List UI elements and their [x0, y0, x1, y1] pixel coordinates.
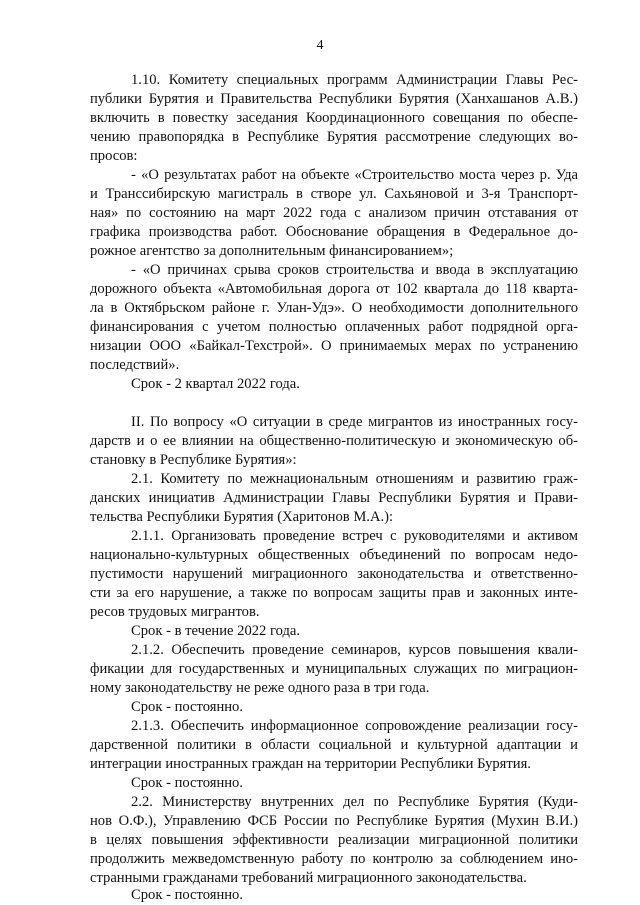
text-line: в целях повышения эффективности реализации миграционной политики — [90, 832, 578, 848]
text-line: 1.10. Комитету специальных программ Администрации Главы Рес- — [131, 72, 578, 88]
text-line: II. По вопросу «О ситуации в среде мигрантов из иностранных госу- — [131, 414, 578, 430]
text-line: просов: — [90, 148, 138, 164]
text-line: последствий». — [90, 357, 180, 373]
text-line: ла в Октябрьском районе г. Улан-Удэ». О необходимости дополнительного — [90, 300, 578, 316]
text-line: ресов трудовых мигрантов. — [90, 604, 260, 620]
text-line: Срок - постоянно. — [131, 887, 244, 903]
text-line: дорожного объекта «Автомобильная дорога от 102 квартала до 118 кварта- — [90, 281, 578, 297]
text-line: Срок - 2 квартал 2022 года. — [131, 376, 300, 392]
text-line: рожное агентство за дополнительным финансированием»; — [90, 243, 454, 259]
text-line: 2.1.3. Обеспечить информационное сопровождение реализации госу- — [131, 718, 578, 734]
text-line: дарственной политики в области социальной и культурной адаптации и — [90, 737, 578, 753]
text-line: и Транссибирскую магистраль в створе ул. Сахьяновой и 3-я Транспорт- — [90, 186, 578, 202]
text-line: финансирования с учетом полностью оплаченных работ подрядной орга- — [90, 319, 578, 335]
text-line: сти за его нарушение, а также по вопросам защиты прав и законных инте- — [90, 585, 578, 601]
text-line: включить в повестку заседания Координационного совещания по обеспе- — [90, 110, 578, 126]
text-line: - «О причинах срыва сроков строительства и ввода в эксплуатацию — [131, 262, 578, 278]
text-line: становку в Республике Бурятия»: — [90, 452, 297, 468]
text-line: нов О.Ф.), Управлению ФСБ России по Республике Бурятия (Мухин В.И.) — [90, 813, 578, 829]
text-line: публики Бурятия и Правительства Республики Бурятия (Ханхашанов А.В.) — [90, 91, 578, 107]
page-number: 4 — [316, 38, 324, 53]
text-line: чению правопорядка в Республике Бурятия рассмотрение следующих во- — [90, 129, 578, 145]
text-line: ному законодательству не реже одного раза в три года. — [90, 680, 430, 696]
text-line: странными гражданами требований миграционного законодательства. — [90, 870, 527, 886]
text-line: тельства Республики Бурятия (Харитонов М.А.): — [90, 509, 394, 525]
text-line: дарств и о ее влиянии на общественно-политическую и экономическую об- — [90, 433, 578, 449]
text-line: Срок - постоянно. — [131, 775, 244, 791]
text-line: данских инициатив Администрации Главы Республики Бурятия и Прави- — [90, 490, 578, 506]
text-line: 2.2. Министерству внутренних дел по Республике Бурятия (Куди- — [131, 794, 578, 810]
text-line: 2.1.1. Организовать проведение встреч с руководителями и активом — [131, 528, 578, 544]
text-line: пустимости нарушений миграционного законодательства и ответственно- — [90, 566, 578, 582]
text-line: низации ООО «Байкал-Техстрой». О принимаемых мерах по устранению — [90, 338, 578, 354]
text-line: интеграции иностранных граждан на территории Республики Бурятия. — [90, 756, 531, 772]
text-line: Срок - постоянно. — [131, 699, 244, 715]
text-line: Срок - в течение 2022 года. — [131, 623, 301, 639]
text-line: фикации для государственных и муниципальных служащих по миграцион- — [90, 661, 578, 677]
text-line: национально-культурных общественных объединений по вопросам недо- — [90, 547, 578, 563]
text-line: - «О результатах работ на объекте «Строительство моста через р. Уда — [131, 167, 578, 183]
text-line: ная» по состоянию на март 2022 года с анализом причин отставания от — [90, 205, 578, 221]
text-line: 2.1. Комитету по межнациональным отношениям и развитию граж- — [131, 471, 578, 487]
text-line: 2.1.2. Обеспечить проведение семинаров, курсов повышения квали- — [131, 642, 578, 658]
text-line: графика производства работ. Обоснование обращения в Федеральное до- — [90, 224, 578, 240]
text-line: продолжить межведомственную работу по контролю за соблюдением ино- — [90, 851, 578, 867]
